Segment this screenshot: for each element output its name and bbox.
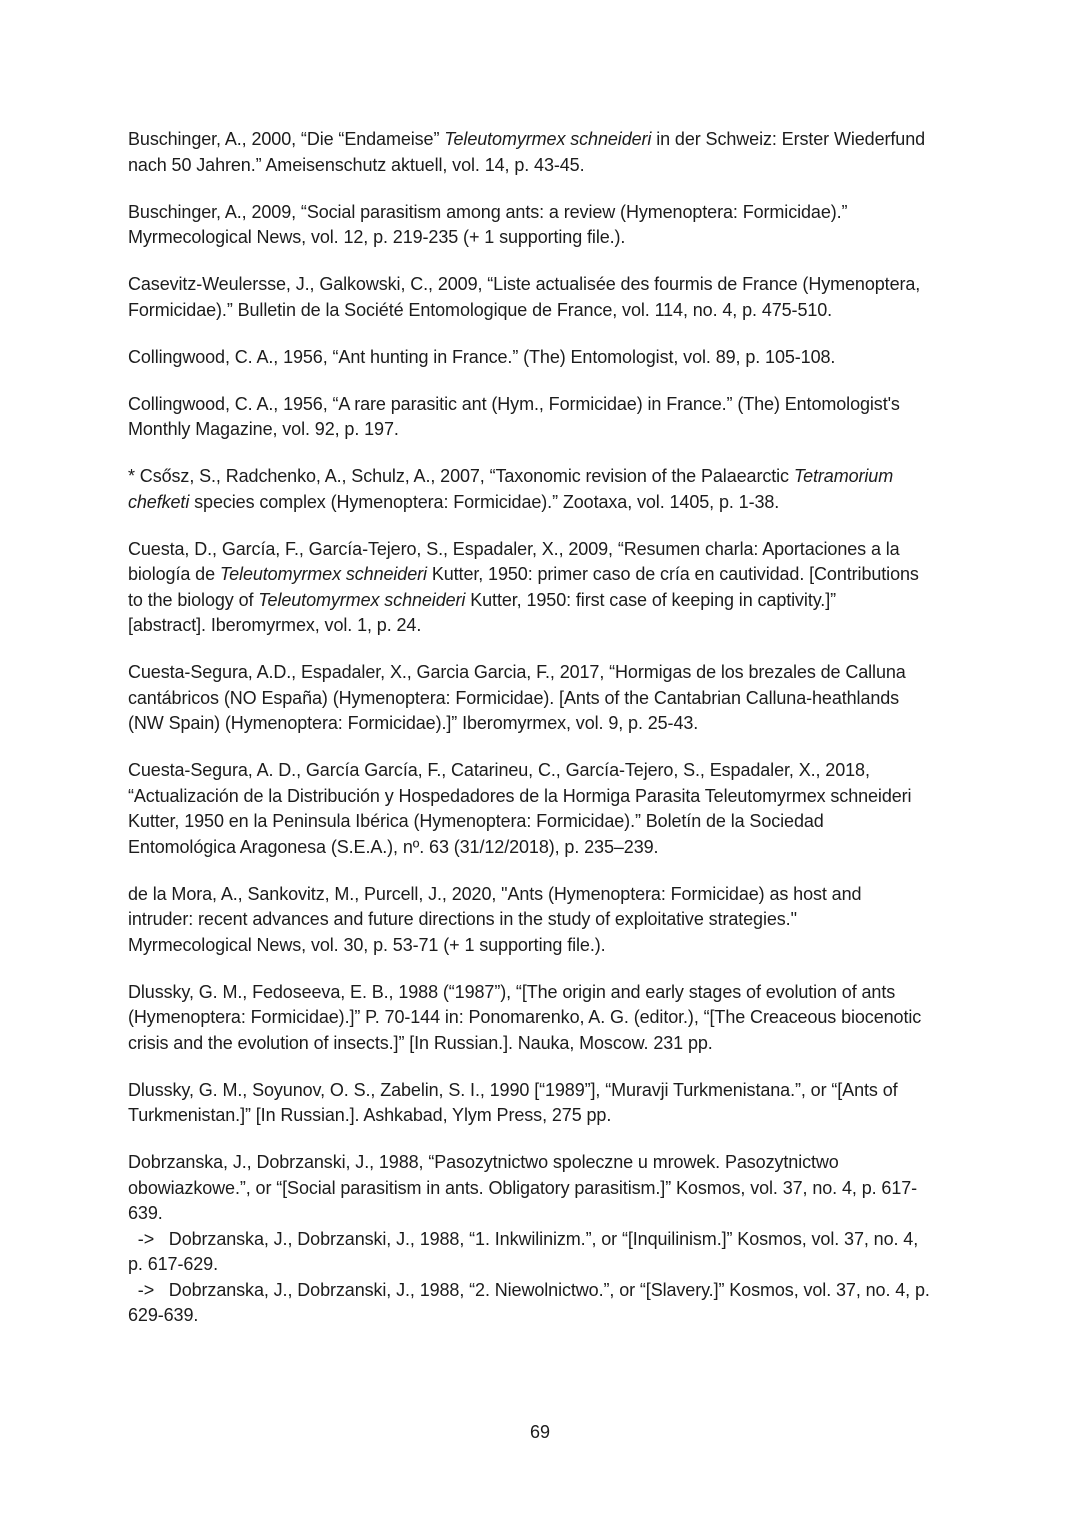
reference-line: [128, 686, 958, 712]
reference-line: [128, 537, 958, 563]
reference-line: [128, 225, 958, 251]
reference-text: Cuesta, D., García, F., García-Tejero, S., Espadaler, X., 2009, “Resumen charla: Aportaciones a la: [128, 538, 900, 559]
reference-text: biología de: [128, 564, 220, 584]
reference-text: Dobrzanska, J., Dobrzanski, J., 1988, “Pasozytnictwo spoleczne u mrowek. Pasozytnictwo: [128, 1152, 839, 1172]
reference-line: [128, 392, 958, 418]
reference-text: (Hymenoptera: Formicidae).]” P. 70-144 in: Ponomarenko, A. G. (editor.), “[The Creaceous biocenotic: [128, 1007, 922, 1027]
reference-line: [128, 784, 958, 810]
reference-text: to the biology of: [128, 589, 259, 610]
reference-line: [128, 660, 958, 686]
reference-text: [abstract]. Iberomyrmex, vol. 1, p. 24.: [128, 615, 422, 635]
reference-text: Kutter, 1950: primer caso de cría en cautividad. [Contributions: [426, 564, 919, 584]
reference-line: [128, 1078, 958, 1104]
reference-line: [128, 1150, 958, 1176]
page-number: 69: [529, 1422, 551, 1442]
reference-line: [128, 907, 958, 933]
reference-text: -> Dobrzanska, J., Dobrzanski, J., 1988, “2. Niewolnictwo.”, or “[Slavery.]” Kosmos, vol. 37, no. 4, p.: [128, 1279, 930, 1300]
reference-text: obowiazkowe.”, or “[Social parasitism in ants. Obligatory parasitism.]” Kosmos, vol. 37, no. 4, p. 617-: [128, 1177, 918, 1198]
reference-line: [128, 345, 958, 371]
species-name-italic: Teleutomyrmex schneideri: [258, 589, 466, 610]
reference-text: Cuesta-Segura, A. D., García García, F., Catarineu, C., García-Tejero, S., Espadaler, X., 2018,: [128, 760, 870, 780]
reference-line: [128, 1278, 958, 1304]
reference-text: crisis and the evolution of insects.]” [In Russian.]. Nauka, Moscow. 231 pp.: [128, 1032, 713, 1053]
reference-text: -> Dobrzanska, J., Dobrzanski, J., 1988, “1. Inkwilinizm.”, or “[Inquilinism.]” Kosmos, vol. 37, no. 4,: [128, 1228, 919, 1249]
reference-text: * Csősz, S., Radchenko, A., Schulz, A., 2007, “Taxonomic revision of the Palaearctic: [128, 466, 794, 486]
reference-text: Collingwood, C. A., 1956, “Ant hunting in France.” (The) Entomologist, vol. 89, p. 105-108.: [128, 346, 836, 367]
reference-line: [128, 200, 958, 226]
reference-entry: [128, 464, 958, 515]
reference-text: p. 617-629.: [128, 1254, 218, 1274]
reference-line: [128, 1227, 958, 1253]
reference-line: [128, 588, 958, 614]
reference-entry: [128, 392, 958, 443]
reference-list: [128, 127, 958, 1350]
reference-text: Buschinger, A., 2009, “Social parasitism among ants: a review (Hymenoptera: Formicidae).”: [128, 201, 848, 222]
reference-line: [128, 1252, 958, 1278]
reference-line: [128, 1176, 958, 1202]
reference-text: Cuesta-Segura, A.D., Espadaler, X., Garcia Garcia, F., 2017, “Hormigas de los brezales de Calluna: [128, 662, 906, 682]
reference-text: de la Mora, A., Sankovitz, M., Purcell, J., 2020, "Ants (Hymenoptera: Formicidae) as host and: [128, 883, 862, 904]
reference-text: Dlussky, G. M., Fedoseeva, E. B., 1988 (“1987”), “[The origin and early stages of evolution of ants: [128, 981, 896, 1002]
reference-text: Myrmecological News, vol. 30, p. 53-71 (+ 1 supporting file.).: [128, 934, 606, 955]
reference-entry: [128, 980, 958, 1057]
reference-line: [128, 1005, 958, 1031]
reference-line: [128, 1201, 958, 1227]
reference-entry: [128, 345, 958, 371]
species-name-italic: chefketi: [128, 491, 190, 512]
reference-text: intruder: recent advances and future directions in the study of exploitative strategies.": [128, 909, 797, 929]
reference-line: [128, 1103, 958, 1129]
reference-text: “Actualización de la Distribución y Hospedadores de la Hormiga Parasita Teleutomyrmex schneideri: [128, 785, 912, 806]
reference-line: [128, 417, 958, 443]
reference-line: [128, 464, 958, 490]
reference-line: [128, 490, 958, 516]
reference-text: in der Schweiz: Erster Wiederfund: [651, 129, 926, 149]
reference-line: [128, 809, 958, 835]
reference-text: Casevitz-Weulersse, J., Galkowski, C., 2009, “Liste actualisée des fourmis de France (Hymenoptera,: [128, 274, 921, 294]
reference-entry: [128, 200, 958, 251]
reference-entry: [128, 758, 958, 860]
reference-text: 629-639.: [128, 1305, 199, 1325]
reference-line: [128, 298, 958, 324]
reference-text: Kutter, 1950: first case of keeping in captivity.]”: [465, 589, 836, 610]
reference-line: [128, 980, 958, 1006]
reference-line: [128, 1303, 958, 1329]
reference-text: (NW Spain) (Hymenoptera: Formicidae).]” Iberomyrmex, vol. 9, p. 25-43.: [128, 713, 699, 733]
reference-line: [128, 613, 958, 639]
reference-text: Buschinger, A., 2000, “Die “Endameise”: [128, 129, 445, 149]
reference-text: Monthly Magazine, vol. 92, p. 197.: [128, 419, 399, 439]
reference-text: Collingwood, C. A., 1956, “A rare parasitic ant (Hym., Formicidae) in France.” (The) Entomologist's: [128, 393, 900, 414]
reference-text: Turkmenistan.]” [In Russian.]. Ashkabad, Ylym Press, 275 pp.: [128, 1105, 612, 1125]
reference-line: [128, 933, 958, 959]
reference-line: [128, 758, 958, 784]
reference-line: [128, 153, 958, 179]
reference-entry: [128, 660, 958, 737]
reference-text: Entomológica Aragonesa (S.E.A.), nº. 63 (31/12/2018), p. 235–239.: [128, 836, 659, 857]
species-name-italic: Teleutomyrmex schneideri: [219, 564, 427, 584]
reference-entry: [128, 537, 958, 639]
reference-line: [128, 127, 958, 153]
reference-text: Kutter, 1950 en la Peninsula Ibérica (Hymenoptera: Formicidae).” Boletín de la Sociedad: [128, 811, 824, 831]
reference-line: [128, 882, 958, 908]
reference-line: [128, 835, 958, 861]
reference-text: 639.: [128, 1203, 163, 1223]
reference-text: species complex (Hymenoptera: Formicidae).” Zootaxa, vol. 1405, p. 1-38.: [189, 491, 780, 512]
reference-line: [128, 711, 958, 737]
reference-entry: [128, 272, 958, 323]
species-name-italic: Tetramorium: [793, 466, 894, 486]
reference-line: [128, 1031, 958, 1057]
species-name-italic: Teleutomyrmex schneideri: [444, 129, 652, 149]
reference-entry: [128, 127, 958, 178]
reference-entry: [128, 882, 958, 959]
reference-text: Formicidae).” Bulletin de la Société Entomologique de France, vol. 114, no. 4, p. 475-510.: [128, 299, 833, 320]
reference-entry: [128, 1150, 958, 1329]
reference-line: [128, 272, 958, 298]
reference-text: nach 50 Jahren.” Ameisenschutz aktuell, vol. 14, p. 43-45.: [128, 154, 585, 175]
reference-entry: [128, 1078, 958, 1129]
reference-text: Dlussky, G. M., Soyunov, O. S., Zabelin, S. I., 1990 [“1989”], “Muravji Turkmenistana.”, or “[Ants of: [128, 1079, 898, 1100]
reference-text: Myrmecological News, vol. 12, p. 219-235 (+ 1 supporting file.).: [128, 227, 626, 247]
reference-line: [128, 562, 958, 588]
reference-text: cantábricos (NO España) (Hymenoptera: Formicidae). [Ants of the Cantabrian Calluna-heathlands: [128, 687, 900, 708]
